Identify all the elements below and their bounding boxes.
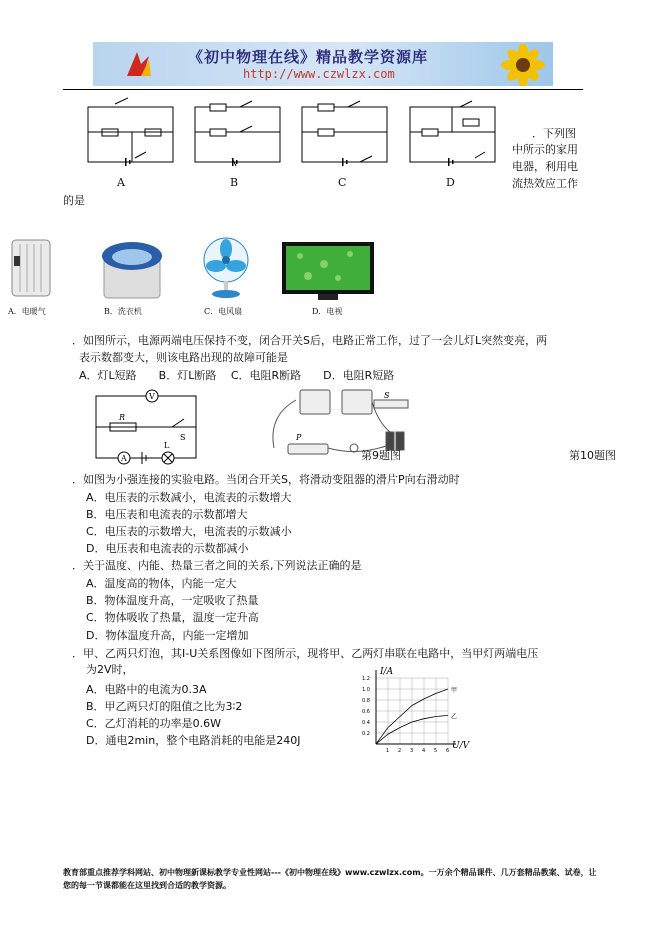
q11-option-a: A．温度高的物体，内能一定大 [86, 577, 237, 590]
svg-text:S: S [384, 391, 390, 400]
q8-stem-line1: ．如图所示，电源两端电压保持不变，闭合开关S后，电路正常工作，过了一会儿灯L突然变亮，两 [72, 334, 548, 347]
appliance-label-b: B．洗衣机 [104, 307, 142, 316]
q12-option-a: A．电路中的电流为0.3A [86, 683, 207, 696]
q12-option-d: D．通电2min，整个电路消耗的电能是240J [86, 734, 301, 747]
q10-stem: ．如图为小强连接的实验电路。当闭合开关S，将滑动变阻器的滑片P向右滑动时 [72, 473, 460, 486]
svg-text:A: A [121, 454, 127, 463]
header-banner [93, 42, 553, 86]
svg-text:L: L [164, 441, 170, 450]
q7-text-line2: 中所示的家用 [512, 143, 578, 156]
q12-stem-line2: 为2V时， [86, 663, 134, 676]
q7-text-line4: 流热效应工作 [512, 177, 578, 190]
sunflower-icon [493, 44, 551, 86]
x-tick-label: 1 [386, 748, 390, 754]
page-footer: 教育部重点推荐学科网站、初中物理新课标教学专业性网站---《初中物理在线》www.czwlzx.com。一万余个精品课件、几万套精品教案、试卷，让您的每一节课都能在这里找到合适的教学资源。 [63, 868, 597, 890]
q8-stem-line2: 表示数都变大，则该电路出现的故障可能是 [79, 351, 288, 364]
q10-option-c: C．电压表的示数增大，电流表的示数减小 [86, 525, 292, 538]
q8-circuit-diagram [92, 386, 202, 468]
q11-option-c: C．物体吸收了热量，温度一定升高 [86, 611, 259, 624]
q12-option-c: C．乙灯消耗的功率是0.6W [86, 717, 222, 730]
fig-caption-9: 第9题图 [361, 449, 401, 462]
y-tick-label: 1.2 [362, 676, 370, 682]
washing-machine-icon [96, 236, 168, 302]
svg-text:P: P [296, 433, 302, 442]
q11-stem: ．关于温度、内能、热量三者之间的关系,下列说法正确的是 [72, 559, 362, 572]
x-tick-label: 6 [446, 748, 450, 754]
q11-option-d: D．物体温度升高，内能一定增加 [86, 629, 249, 642]
electric-fan-icon [198, 236, 254, 302]
chart-grid [376, 678, 448, 744]
circuit-label-a: A [117, 176, 125, 189]
iu-chart [356, 664, 476, 760]
header-url: http://www.czwlzx.com [243, 67, 395, 81]
chart-x-label: U/V [452, 741, 470, 751]
y-tick-label: 0.8 [362, 698, 370, 704]
svg-text:R: R [119, 413, 126, 422]
x-tick-label: 3 [410, 748, 414, 754]
header-divider [63, 89, 583, 90]
appliance-label-c: C．电风扇 [204, 307, 243, 316]
q8-options: A．灯L短路 B．灯L断路 C．电阻R断路 D．电阻R短路 [79, 369, 395, 382]
q7-text-tail: 的是 [63, 194, 85, 207]
series-label: 甲 [451, 687, 458, 694]
header-title: 《初中物理在线》精品教学资源库 [188, 48, 429, 66]
svg-text:V: V [149, 392, 155, 401]
y-tick-label: 0.2 [362, 731, 370, 737]
circuit-label-c: C [338, 176, 347, 189]
y-tick-label: 0.4 [362, 720, 370, 726]
circuit-label-b: B [230, 176, 239, 189]
q10-option-d: D．电压表和电流表的示数都减小 [86, 542, 249, 555]
y-tick-label: 0.6 [362, 709, 370, 715]
circuit-label-d: D [446, 176, 455, 189]
logo-icon [123, 48, 153, 80]
chart-y-label: I/A [380, 667, 394, 677]
svg-text:S: S [180, 433, 186, 442]
television-icon [280, 240, 376, 302]
q10-option-b: B．电压表和电流表的示数都增大 [86, 508, 248, 521]
q7-text-line3: 电器，利用电 [512, 160, 578, 173]
appliance-label-a: A．电暖气 [8, 307, 46, 316]
q12-option-b: B．甲乙两只灯的阻值之比为3∶2 [86, 700, 243, 713]
series-label: 乙 [451, 713, 458, 721]
x-tick-label: 5 [434, 748, 438, 754]
x-tick-label: 2 [398, 748, 402, 754]
fig-caption-10: 第10题图 [569, 449, 616, 462]
q11-option-b: B．物体温度升高，一定吸收了热量 [86, 594, 259, 607]
x-tick-label: 4 [422, 748, 426, 754]
q7-text-line1: ．下列图 [532, 127, 576, 140]
heater-icon [8, 234, 54, 304]
appliance-label-d: D．电视 [312, 307, 343, 316]
q12-stem-line1: ．甲、乙两只灯泡，其I-U关系图像如下图所示，现将甲、乙两灯串联在电路中，当甲灯两端电压 [72, 647, 539, 660]
q10-option-a: A．电压表的示数减小，电流表的示数增大 [86, 491, 292, 504]
y-tick-label: 1.0 [362, 687, 370, 693]
circuit-diagrams [80, 92, 500, 192]
